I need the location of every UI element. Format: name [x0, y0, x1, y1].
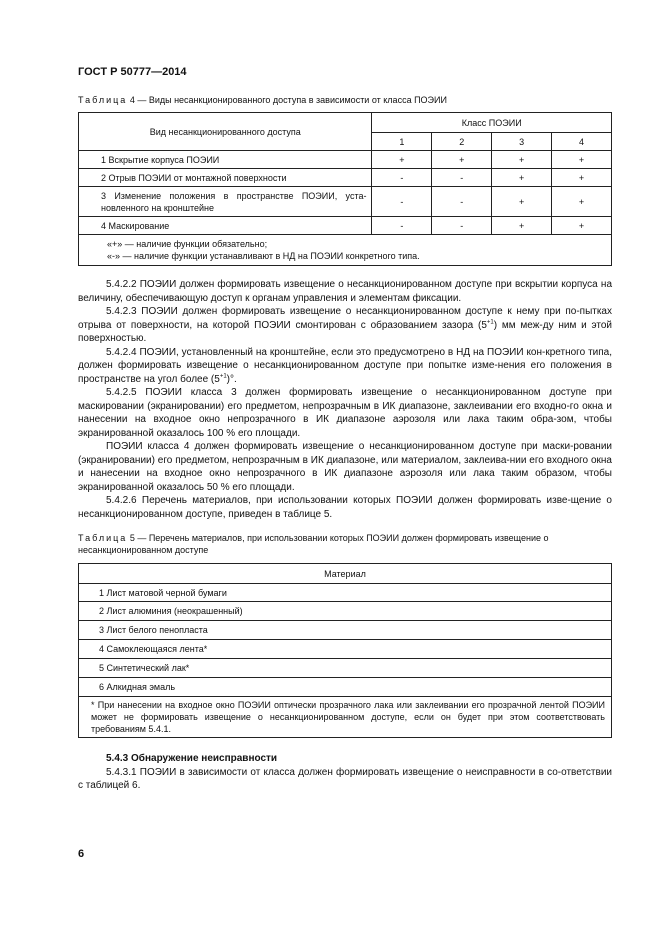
table-row: 4 Самоклеющаяся лента*: [79, 640, 612, 659]
table4-class-header: Класс ПОЭИИ: [372, 113, 612, 133]
cell-value: +: [432, 151, 492, 169]
cell-value: -: [372, 217, 432, 235]
note-line: «+» — наличие функции обязательно;: [107, 239, 268, 249]
table4-class-col: 1: [372, 133, 432, 151]
cell-value: -: [432, 169, 492, 187]
document-header: ГОСТ Р 50777—2014: [78, 66, 187, 78]
cell-value: +: [492, 187, 552, 217]
cell-value: +: [492, 217, 552, 235]
note-line: «-» — наличие функции устанавливают в НД на ПОЭИИ конкретного типа.: [107, 251, 420, 261]
table4-class-col: 2: [432, 133, 492, 151]
table-row: [79, 217, 612, 235]
table-title: — Виды несанкционированного доступа в зависимости от класса ПОЭИИ: [134, 95, 447, 105]
cell-value: +: [372, 151, 432, 169]
paragraph-5-4-2-6: 5.4.2.6 Перечень материалов, при использовании которых ПОЭИИ должен формировать изве-щение о несанкционированном доступе, приведен в таблице 5.: [78, 495, 612, 520]
body-text-lower: [78, 752, 612, 793]
table4-col-header: Вид несанкционированного доступа: [79, 113, 372, 151]
page-number: 6: [78, 848, 85, 860]
table5-col-header: Материал: [79, 564, 612, 584]
table-row: 1 Лист матовой черной бумаги: [79, 584, 612, 602]
table-row: 6 Алкидная эмаль: [79, 678, 612, 697]
cell-value: +: [492, 169, 552, 187]
cell-value: -: [372, 169, 432, 187]
table-row: [79, 151, 612, 169]
cell-value: +: [552, 151, 612, 169]
table-number: 5: [129, 533, 135, 543]
paragraph-class-4: ПОЭИИ класса 4 должен формировать извещение о несанкционированном доступе при маски-ровании (экранировании) его предметом, непрозрачным в ИК диапазоне, или материалом, заклеива-нии его входного окна и нанесении на входное окно непрозрачного в ИК диапазоне аэрозоля или лака таким образом, чтобы экранированной оказалось 50 % его площади.: [78, 441, 612, 493]
row-label: 4 Маскирование: [79, 217, 372, 235]
paragraph-5-4-2-2: 5.4.2.2 ПОЭИИ должен формировать извещение о несанкционированном доступе при вскрытии корпуса на величину, обеспечивающую доступ к органам управления и элементам фиксации.: [78, 279, 612, 304]
row-label: 1 Вскрытие корпуса ПОЭИИ: [79, 151, 372, 169]
table4-caption: [78, 94, 447, 106]
cell-value: +: [552, 217, 612, 235]
section-heading: 5.4.3 Обнаружение неисправности: [106, 753, 278, 764]
table4-class-col: 4: [552, 133, 612, 151]
table-row: [79, 187, 612, 217]
cell-value: +: [492, 151, 552, 169]
table-title: — Перечень материалов, при использовании которых ПОЭИИ должен формировать извещение о несанкционированном доступе: [78, 533, 549, 555]
table-row: [79, 169, 612, 187]
table5: [78, 563, 612, 738]
cell-value: +: [552, 187, 612, 217]
cell-value: -: [432, 187, 492, 217]
table4-notes: [79, 235, 612, 266]
row-label: 3 Изменение положения в пространстве ПОЭИИ, уста-новленного на кронштейне: [79, 187, 372, 217]
body-text-upper: [78, 278, 612, 521]
table-row: 2 Лист алюминия (неокрашенный): [79, 602, 612, 621]
paragraph-5-4-2-4: 5.4.2.4 ПОЭИИ, установленный на кронштейне, если это предусмотрено в НД на ПОЭИИ кон-кретного типа, должен формировать извещение о несанкционированном доступе при попытке изме-нения его положения в пространстве на угол более $(5^{+1})^\circ$.: [78, 346, 612, 385]
table5-footnote: * При нанесении на входное окно ПОЭИИ оптически прозрачного лака или заклеивании его прозрачной лентой ПОЭИИ может не формировать извещение о несанкционированном доступе, если он будет при этом соответствовать требованиям 5.4.1.: [79, 697, 612, 738]
paragraph-5-4-3-1: 5.4.3.1 ПОЭИИ в зависимости от класса должен формировать извещение о неисправности в со-ответствии с таблицей 6.: [78, 766, 612, 791]
table-row: 3 Лист белого пенопласта: [79, 621, 612, 640]
table-number: 4: [129, 95, 135, 105]
table-label: Таблица: [78, 533, 128, 543]
table-row: 5 Синтетический лак*: [79, 659, 612, 678]
cell-value: +: [552, 169, 612, 187]
paragraph-5-4-2-3: 5.4.2.3 ПОЭИИ должен формировать извещение о несанкционированном доступе к нему при по-пытках отрыва от поверхности, на которой ПОЭИИ смонтирован с образованием зазора $(5^{+1})$ мм меж-ду ним и этой поверхностью.: [78, 306, 612, 344]
table4: [78, 112, 612, 266]
cell-value: -: [372, 187, 432, 217]
table4-class-col: 3: [492, 133, 552, 151]
table-label: Таблица: [78, 95, 128, 105]
row-label: 2 Отрыв ПОЭИИ от монтажной поверхности: [79, 169, 372, 187]
table5-caption: [78, 532, 612, 556]
paragraph-5-4-2-5: 5.4.2.5 ПОЭИИ класса 3 должен формировать извещение о несанкционированном доступе при маскировании (экранировании) его предметом, непрозрачным в ИК диапазоне, заклеивании его входно-го окна и нанесении на входное окно непрозрачного в ИК диапазоне аэрозоля или лака таким обра-зом, чтобы экранированной оказалось 100 % его площади.: [78, 387, 612, 439]
cell-value: -: [432, 217, 492, 235]
